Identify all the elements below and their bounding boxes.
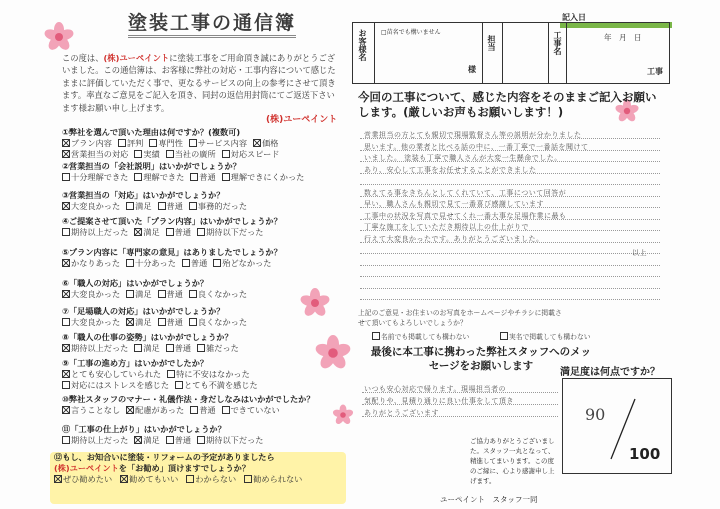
intro-text	[62, 52, 342, 114]
option-label: サービス内容	[197, 138, 248, 148]
option-checkbox[interactable]	[186, 474, 236, 484]
koji-field[interactable]	[567, 23, 669, 83]
option-checkbox[interactable]	[118, 138, 143, 148]
option-checkbox[interactable]	[222, 405, 280, 415]
question-text: ⑧「職人の仕事の姿勢」はいかがでしょうか？	[62, 332, 233, 342]
option-checkbox[interactable]	[158, 289, 183, 299]
option-checkbox[interactable]	[166, 435, 191, 445]
option-label: 殆どなかった	[222, 258, 272, 268]
customer-name-field[interactable]	[375, 23, 483, 83]
checkbox-icon[interactable]	[126, 202, 134, 210]
checkbox-icon[interactable]	[62, 173, 70, 181]
ruled-line	[360, 184, 660, 185]
option-checkbox[interactable]	[62, 149, 128, 159]
checkbox-icon[interactable]	[134, 150, 142, 158]
option-label: 満足	[143, 435, 160, 445]
option-checkbox[interactable]	[62, 138, 112, 148]
option-label: 期待以上だった	[71, 343, 129, 353]
handwritten-line: あり、安心して工事をお任せすることができました	[364, 165, 537, 174]
handwritten-line: 思います。他の業者と比べる話の中に、一番丁寧で一番話を聞けて	[364, 142, 589, 151]
hand-sign: 以上	[632, 249, 647, 257]
checkbox-icon[interactable]	[134, 436, 142, 444]
checkbox-icon[interactable]	[222, 173, 230, 181]
option-label: 普通	[199, 405, 216, 415]
option-checkbox[interactable]	[190, 172, 215, 182]
option-checkbox[interactable]	[62, 405, 120, 415]
satisfaction-box[interactable]	[562, 378, 672, 474]
option-label: 当社の廣所	[174, 149, 216, 159]
option-label: 実名で掲載しても構わない	[509, 333, 591, 341]
thanks-text: ご協力ありがとうございました。スタッフ一丸となって、精進してまいります。この度のご縁に、心より感謝申し上げます。	[470, 437, 555, 485]
checkbox-icon[interactable]	[166, 344, 174, 352]
option-checkbox[interactable]	[126, 258, 176, 268]
question-3	[62, 190, 347, 212]
public-option: □苗名でも構いません	[381, 29, 441, 36]
option-label: 普通	[174, 343, 192, 353]
option-label: 良くなかった	[197, 289, 248, 299]
checkbox-icon[interactable]	[222, 150, 230, 158]
option-label: わからない	[195, 474, 237, 484]
option-checkbox[interactable]	[166, 343, 191, 353]
option-checkbox[interactable]	[197, 227, 263, 237]
option-checkbox[interactable]	[167, 369, 250, 379]
checkbox-icon[interactable]	[158, 318, 166, 326]
option-label: 配慮があった	[135, 405, 185, 415]
question-4	[62, 216, 347, 238]
option-checkbox[interactable]	[134, 149, 159, 159]
publish-option[interactable]	[372, 332, 469, 342]
checkbox-icon[interactable]	[190, 406, 198, 414]
handwritten-line: 工事中の状況を写真で見せてくれ一番大事な足場作業に最も	[364, 211, 567, 220]
question-11	[62, 424, 347, 446]
checkbox-icon[interactable]	[190, 173, 198, 181]
checkbox-icon[interactable]	[62, 228, 70, 236]
company-signature: (株)ユーペイント	[266, 115, 338, 125]
checkbox-icon[interactable]	[197, 228, 205, 236]
message-hand: いつも安心対応で帰ります。現場担当者の	[364, 385, 506, 393]
ruled-line	[360, 288, 660, 289]
checkbox-icon[interactable]	[167, 370, 175, 378]
date-label: 記入日	[562, 13, 586, 22]
option-label: 大変良かった	[71, 201, 121, 211]
option-checkbox[interactable]	[134, 343, 159, 353]
option-checkbox[interactable]	[62, 227, 128, 237]
option-label: 十分理解できた	[71, 172, 129, 182]
intro-line: この度は、	[62, 53, 104, 63]
option-label: 雑だった	[206, 343, 239, 353]
question-text: ⑨「工事の進め方」はいかがでしたか？	[62, 358, 209, 368]
question-8	[62, 332, 347, 354]
option-label: 理解できにくかった	[230, 172, 305, 182]
option-checkbox[interactable]	[244, 474, 302, 484]
option-label: 大変良かった	[71, 317, 121, 327]
option-label: 評判	[126, 138, 144, 148]
option-checkbox[interactable]	[54, 474, 112, 484]
option-label: 事務的だった	[197, 201, 248, 211]
checkbox-icon[interactable]	[158, 202, 166, 210]
question-1	[62, 127, 347, 160]
option-label: 期待以上だった	[71, 227, 129, 237]
option-label: 満足	[143, 227, 160, 237]
checkbox-icon[interactable]	[62, 290, 70, 298]
customer-header-table	[352, 22, 670, 84]
message-hand: ありがとうございます	[364, 409, 439, 417]
option-label: 期待以下だった	[206, 227, 264, 237]
publish-consent: 上記のご意見・お住まいのお写真をホームページやチラシに掲載させて頂いてもよろしいでしょうか？	[358, 309, 562, 327]
options	[62, 201, 347, 212]
checkbox-icon[interactable]	[186, 475, 194, 483]
question-text: ②営業担当の「会社説明」はいかがでしょうか？	[62, 161, 241, 171]
checkbox-icon[interactable]	[182, 259, 190, 267]
options	[62, 138, 347, 149]
option-checkbox[interactable]	[189, 138, 247, 148]
option-label: 実績	[143, 149, 160, 159]
message-title: 最後に本工事に携わった弊社スタッフへのメッセージをお願いします	[370, 346, 592, 372]
option-label: 対応にはストレスを感じた	[71, 380, 170, 390]
question-text: ⑦「足場職人の対応」はいかがでしょうか？	[62, 306, 225, 316]
checkbox-icon[interactable]	[62, 381, 70, 389]
checkbox-icon[interactable]	[126, 318, 134, 326]
option-checkbox[interactable]	[134, 172, 184, 182]
option-label: 理解できた	[143, 172, 185, 182]
option-checkbox[interactable]	[134, 227, 159, 237]
checkbox-icon[interactable]	[62, 370, 70, 378]
question-9	[62, 358, 347, 391]
staff-sign: ユーペイント スタッフ一同	[440, 495, 538, 504]
option-checkbox[interactable]	[189, 317, 247, 327]
checkbox-icon[interactable]	[158, 290, 166, 298]
checkbox-icon[interactable]	[62, 259, 70, 267]
option-checkbox[interactable]	[134, 435, 159, 445]
handwritten-line: 営業担当の方とても親切で現場監督さん等の説明が分かりました	[364, 131, 582, 139]
checkbox-icon[interactable]	[62, 202, 70, 210]
option-checkbox[interactable]	[62, 343, 128, 353]
message-hand: 気配りや、見積り通りに良い仕事をして頂き	[364, 397, 514, 405]
option-label: 普通	[166, 317, 183, 327]
options	[62, 172, 347, 183]
option-checkbox[interactable]	[62, 380, 169, 390]
option-checkbox[interactable]	[158, 201, 183, 211]
handwritten-line: 丁寧な施工をしていただき期待以上の仕上がりで	[364, 223, 529, 231]
question-text: を「お勧め」頂けますでしょうか？	[118, 463, 251, 473]
checkbox-icon[interactable]	[166, 436, 174, 444]
option-label: とても不満を感じた	[184, 380, 258, 390]
option-label: 期待以上だった	[71, 435, 129, 445]
handwritten-line: いました。 塗装も丁寧で職人さんが大変一生懸命でした。	[364, 154, 562, 162]
option-checkbox[interactable]	[62, 369, 161, 379]
date-field[interactable]: 年 月 日	[604, 33, 642, 42]
score-value: 90	[585, 405, 606, 424]
options	[62, 149, 347, 160]
checkbox-icon[interactable]	[244, 475, 252, 483]
checkbox-icon[interactable]	[197, 436, 205, 444]
intro-body: ございました。この通信簿は、お客様に弊社の対応・工事内容について感じたままに評価していただく事で、更なるサービスの向上の参考にさせて頂きます。率直なご意見をご記入を頂き、同封の返信用封筒にてご返送下さいます様お願い申し上げます。	[62, 53, 336, 113]
company-name: (株)ユーペイント	[103, 53, 170, 63]
option-checkbox[interactable]	[197, 343, 239, 353]
option-label: 価格	[262, 138, 279, 148]
option-checkbox[interactable]	[62, 258, 120, 268]
company-name: (株)ユーペイント	[54, 463, 119, 473]
option-checkbox[interactable]	[175, 380, 258, 390]
options	[62, 343, 347, 354]
question-7	[62, 306, 347, 328]
checkbox-icon[interactable]	[126, 290, 134, 298]
question-text: ③営業担当の「対応」はいかがでしょうか？	[62, 190, 225, 200]
customer-label: お客様名	[358, 29, 367, 61]
option-label: プラン内容	[71, 138, 112, 148]
page-title: 塗装工事の通信簿	[128, 8, 296, 38]
option-label: 言うことなし	[71, 405, 121, 415]
option-label: ぜひ勧めたい	[63, 474, 113, 484]
question-text: ①弊社を選んで頂いた理由は何ですか？(複数可)	[62, 127, 241, 137]
option-checkbox[interactable]	[189, 201, 247, 211]
option-label: できていない	[230, 405, 280, 415]
customer-label-cell	[353, 23, 375, 83]
tanto-label: 担当	[487, 35, 496, 51]
question-text: ⑥「職人の対応」はいかがでしょうか？	[62, 278, 209, 288]
checkbox-icon[interactable]	[166, 150, 174, 158]
checkbox-icon[interactable]	[189, 139, 197, 147]
option-checkbox[interactable]	[126, 317, 151, 327]
option-checkbox[interactable]	[189, 289, 247, 299]
handwritten-line: 行えて大変良かったです。ありがとうございました。	[364, 234, 544, 243]
ruled-line	[360, 265, 660, 266]
checkbox-icon[interactable]	[149, 139, 157, 147]
option-label: 名前でも掲載しても構わない	[381, 333, 470, 341]
options	[62, 380, 347, 391]
checkbox-icon[interactable]	[222, 406, 230, 414]
option-checkbox[interactable]	[166, 149, 216, 159]
checkbox-icon[interactable]	[120, 475, 128, 483]
option-checkbox[interactable]	[190, 405, 215, 415]
question-text: ⑫もし、お知合いに塗装・リフォームの予定がありましたら	[54, 452, 275, 462]
publish-option[interactable]	[500, 332, 591, 342]
option-label: 普通	[199, 172, 216, 182]
satisfaction-title: 満足度は何点ですか？	[560, 367, 660, 378]
option-label: 満足	[135, 201, 152, 211]
options	[62, 227, 347, 238]
question-6	[62, 278, 347, 300]
score-max: 100	[629, 445, 661, 463]
option-label: 普通	[166, 289, 183, 299]
option-label: 良くなかった	[197, 317, 248, 327]
option-checkbox[interactable]	[126, 289, 151, 299]
checkbox-icon[interactable]	[253, 139, 261, 147]
options	[62, 317, 347, 328]
ruled-line	[360, 276, 660, 277]
question-text: ⑩弊社スタッフのマナー・礼儀作法・身だしなみはいかがでしたか？	[62, 394, 315, 404]
option-checkbox[interactable]	[182, 258, 207, 268]
question-12	[54, 452, 339, 485]
tanto-label-cell	[483, 23, 503, 83]
checkbox-icon[interactable]	[62, 344, 70, 352]
checkbox-icon[interactable]	[54, 475, 62, 483]
option-checkbox[interactable]	[166, 227, 191, 237]
checkbox-icon[interactable]	[62, 318, 70, 326]
ruled-line	[360, 253, 660, 254]
option-checkbox[interactable]	[222, 172, 305, 182]
options	[62, 435, 347, 446]
option-label: 営業担当の対応	[71, 149, 129, 159]
koji-label-cell	[549, 23, 567, 83]
option-checkbox[interactable]	[62, 435, 128, 445]
question-text: ④ご提案させて頂いた「プラン内容」はいかがでしょうか？	[62, 216, 282, 226]
option-label: 普通	[174, 227, 192, 237]
koji-label: 工事名	[553, 31, 562, 55]
option-checkbox[interactable]	[62, 289, 120, 299]
option-checkbox[interactable]	[149, 138, 183, 148]
checkbox-icon[interactable]	[118, 139, 126, 147]
intro-line: に塗装工事をご用命頂き誠にありがとう	[169, 53, 319, 63]
option-checkbox[interactable]	[126, 405, 184, 415]
option-checkbox[interactable]	[253, 138, 278, 148]
checkbox-icon[interactable]	[134, 173, 142, 181]
option-checkbox[interactable]	[62, 201, 120, 211]
option-label: 普通	[174, 435, 192, 445]
checkbox-icon[interactable]	[62, 436, 70, 444]
option-checkbox[interactable]	[158, 317, 183, 327]
option-checkbox[interactable]	[62, 317, 120, 327]
option-checkbox[interactable]	[120, 474, 178, 484]
flower-decoration	[44, 22, 74, 52]
name-suffix: 様	[468, 65, 476, 74]
checkbox-icon[interactable]	[134, 228, 142, 236]
options	[62, 289, 347, 300]
checkbox-icon[interactable]	[62, 406, 70, 414]
question-text: ⑪「工事の仕上がり」はいかがでしょうか？	[62, 424, 226, 434]
checkbox-icon[interactable]	[197, 344, 205, 352]
question-text: ⑤プラン内容に「専門家の意見」はありましたでしょうか？	[62, 247, 282, 257]
option-checkbox[interactable]	[62, 172, 128, 182]
option-label: 期待以下だった	[206, 435, 264, 445]
option-label: 普通	[166, 201, 183, 211]
option-label: 満足	[135, 317, 152, 327]
options	[62, 405, 347, 416]
options	[62, 369, 347, 380]
handwritten-line: 早い、職人さんも親切で見て一番喜び感謝しています	[364, 200, 544, 208]
option-checkbox[interactable]	[126, 201, 151, 211]
checkbox-icon[interactable]	[134, 344, 142, 352]
option-checkbox[interactable]	[222, 149, 280, 159]
tanto-field[interactable]	[503, 23, 549, 83]
ruled-line	[360, 299, 660, 300]
option-label: 特に不安はなかった	[176, 369, 250, 379]
checkbox-icon[interactable]	[189, 202, 197, 210]
question-5	[62, 247, 347, 269]
option-label: 満足	[143, 343, 160, 353]
checkbox-icon[interactable]	[189, 290, 197, 298]
option-label: 対応スピード	[230, 149, 280, 159]
option-checkbox[interactable]	[197, 435, 263, 445]
checkbox-icon[interactable]	[126, 406, 134, 414]
handwritten-line: 数えてる事をきちんとしてくれていて、工事について回答が	[364, 188, 567, 197]
option-label: 専門性	[158, 138, 183, 148]
option-label: 普通	[190, 258, 208, 268]
checkbox-icon[interactable]	[62, 139, 70, 147]
question-2	[62, 161, 347, 183]
option-label: 勧めてもいい	[129, 474, 179, 484]
option-label: かなりあった	[71, 258, 121, 268]
checkbox-icon[interactable]	[213, 259, 221, 267]
option-label: 大変良かった	[71, 289, 121, 299]
checkbox-icon[interactable]	[189, 318, 197, 326]
checkbox-icon[interactable]	[126, 259, 134, 267]
question-10	[62, 394, 347, 416]
checkbox-icon[interactable]	[166, 228, 174, 236]
options	[62, 258, 347, 269]
options	[54, 474, 339, 485]
option-label: 勧められない	[253, 474, 303, 484]
checkbox-icon[interactable]	[175, 381, 183, 389]
comment-title: 今回の工事について、感じた内容をそのままご記入お願いします。(厳しいお声もお願いします！)	[358, 90, 657, 119]
option-label: とても安心していられた	[71, 369, 162, 379]
checkbox-icon[interactable]	[62, 150, 70, 158]
koji-suffix: 工事	[647, 67, 663, 76]
option-label: 十分あった	[135, 258, 176, 268]
option-label: 満足	[135, 289, 152, 299]
option-checkbox[interactable]	[213, 258, 271, 268]
